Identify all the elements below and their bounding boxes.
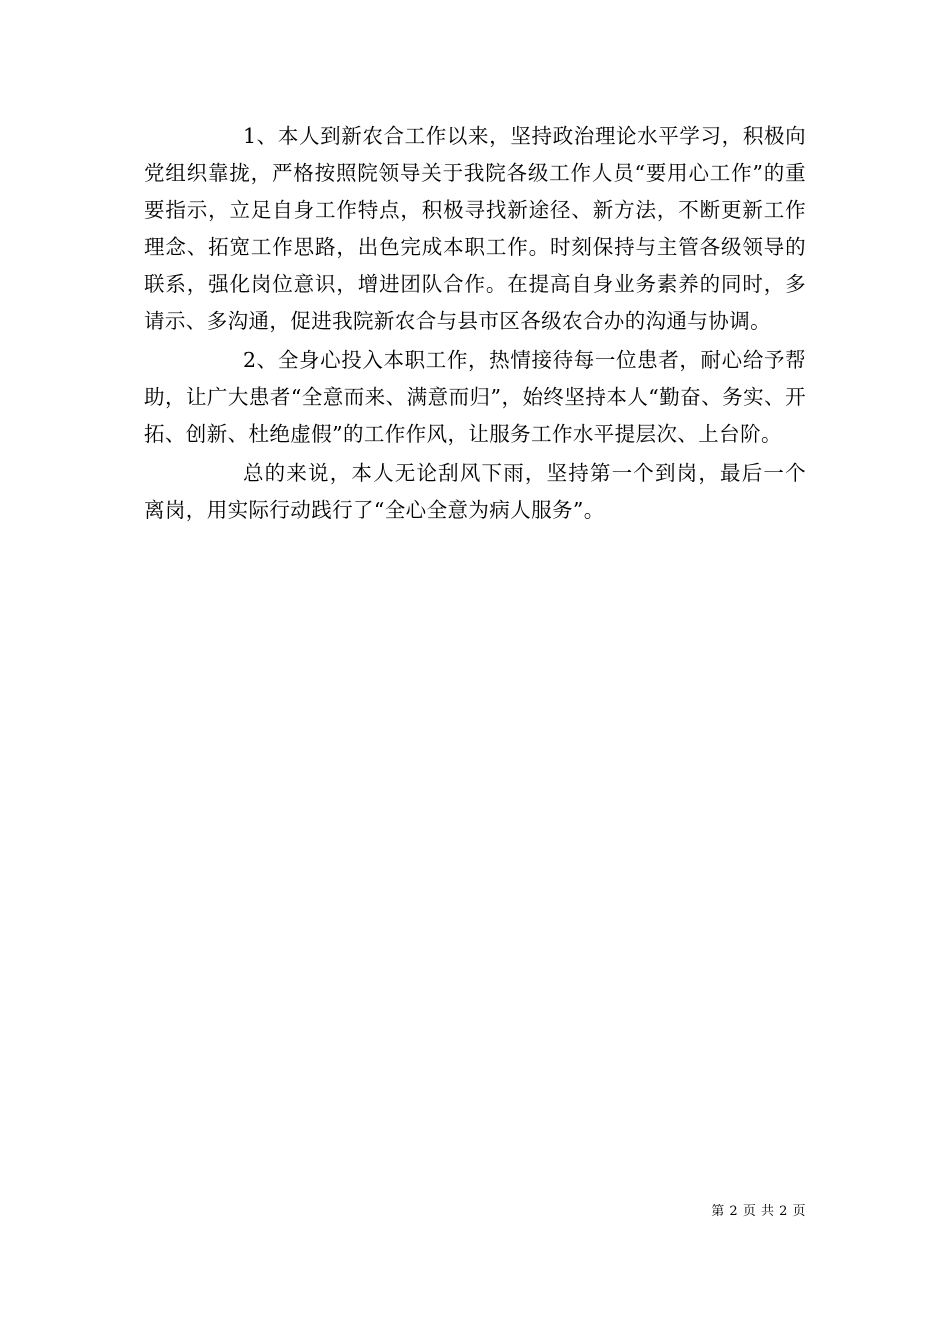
page-number-footer: 第 2 页 共 2 页: [711, 1204, 806, 1219]
document-body: [144, 118, 806, 531]
paragraph-1: 1、本人到新农合工作以来，坚持政治理论水平学习，积极向党组织靠拢，严格按照院领导关于我院各级工作人员“要用心工作”的重要指示，立足自身工作特点，积极寻找新途径、新方法，不断更新工作理念、拓宽工作思路，出色完成本职工作。时刻保持与主管各级领导的联系，强化岗位意识，增进团队合作。在提高自身业务素养的同时，多请示、多沟通，促进我院新农合与县市区各级农合办的沟通与协调。: [144, 124, 806, 333]
paragraph-3: 总的来说，本人无论刮风下雨，坚持第一个到岗，最后一个离岗，用实际行动践行了“全心全意为病人服务”。: [144, 461, 806, 522]
paragraph-2: 2、全身心投入本职工作，热情接待每一位患者，耐心给予帮助，让广大患者“全意而来、满意而归”，始终坚持本人“勤奋、务实、开拓、创新、杜绝虚假”的工作作风，让服务工作水平提层次、上台阶。: [144, 348, 806, 446]
